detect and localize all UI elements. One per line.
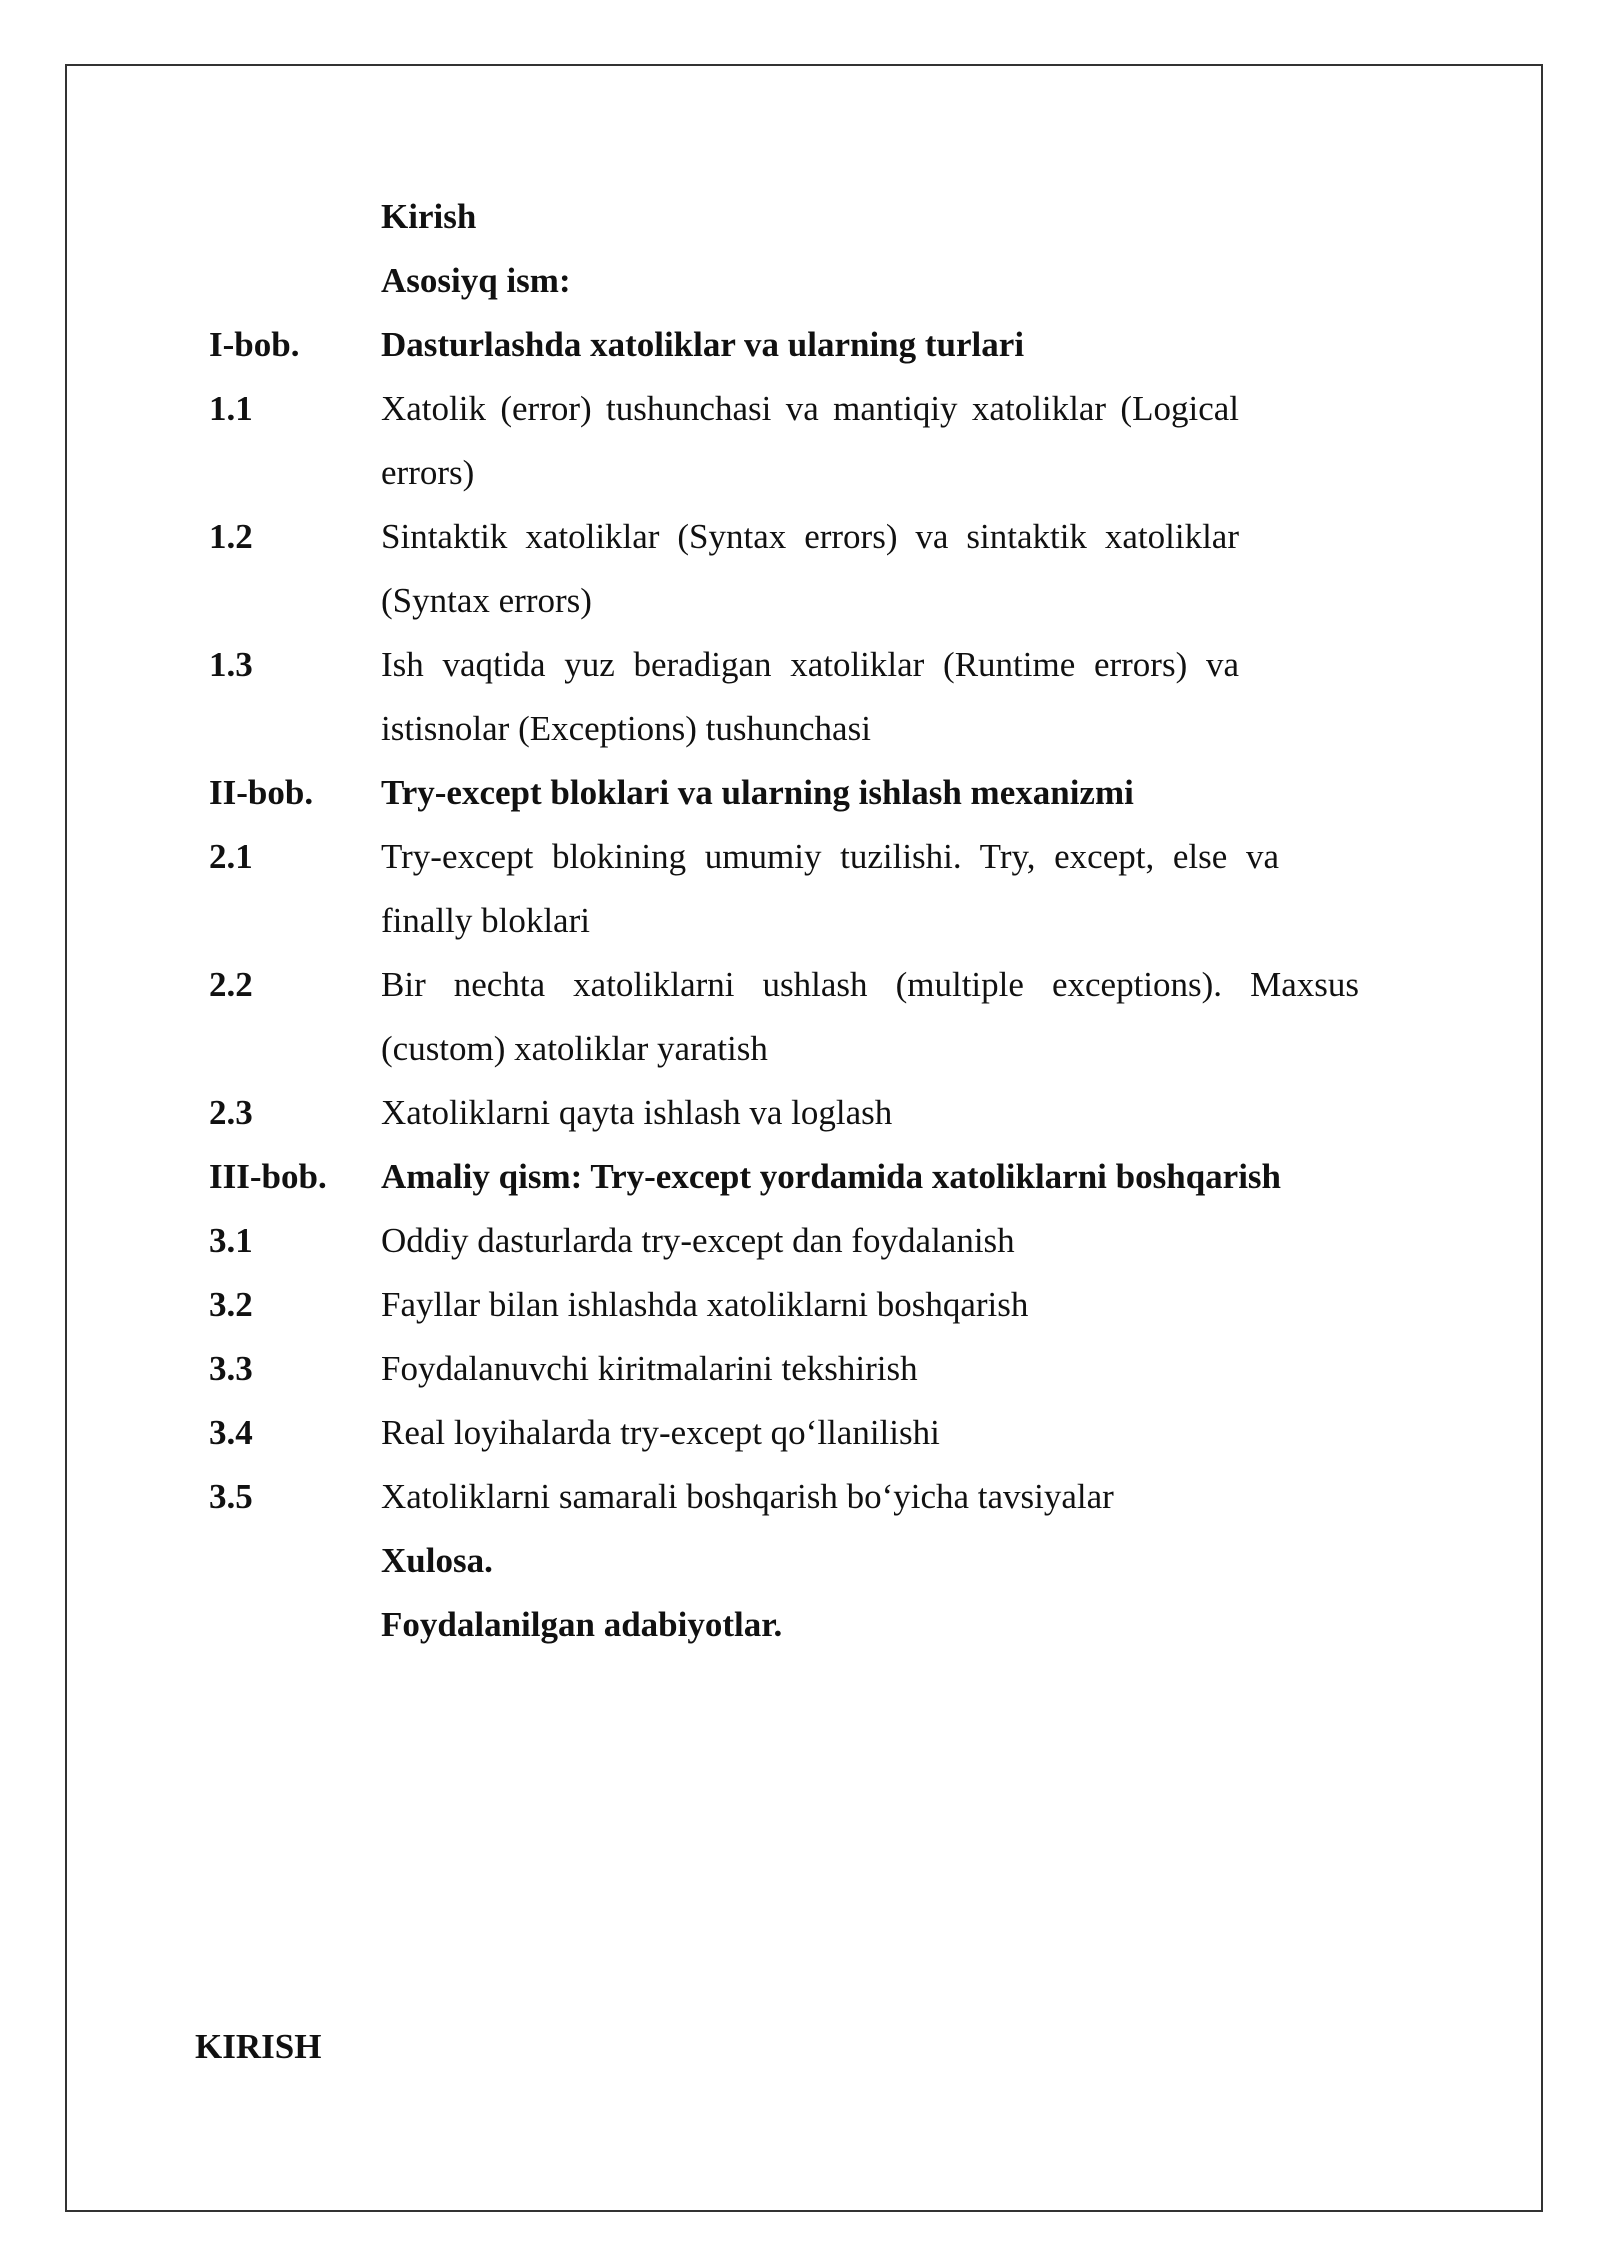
toc-row [209, 633, 1359, 761]
toc-text: Xatoliklarni samarali boshqarish bo‘yicha tavsiyalar [381, 1477, 1114, 1516]
toc-text: Real loyihalarda try-except qo‘llanilishi [381, 1413, 940, 1452]
toc-row [209, 1337, 1359, 1401]
toc-number: 3.4 [209, 1413, 253, 1452]
toc-row [209, 1081, 1359, 1145]
toc-row [209, 505, 1359, 633]
toc-text: Ish vaqtida yuz beradigan xatoliklar (Runtime errors) va istisnolar (Exceptions) tushunchasi [381, 645, 1239, 748]
toc-text: Asosiyq ism: [381, 261, 571, 300]
table-of-contents [209, 185, 1359, 1657]
toc-number: 1.3 [209, 645, 253, 684]
toc-text: Try-except bloklari va ularning ishlash mexanizmi [381, 773, 1134, 812]
toc-number: 3.1 [209, 1221, 253, 1260]
toc-text: Try-except blokining umumiy tuzilishi. Try, except, else va finally bloklari [381, 837, 1279, 940]
toc-text: Sintaktik xatoliklar (Syntax errors) va sintaktik xatoliklar (Syntax errors) [381, 517, 1239, 620]
toc-row [209, 1209, 1359, 1273]
toc-row [209, 1401, 1359, 1465]
toc-number: 3.3 [209, 1349, 253, 1388]
toc-row [209, 1529, 1359, 1593]
toc-row [209, 1145, 1359, 1209]
toc-number: I-bob. [209, 325, 300, 364]
toc-row [209, 1593, 1359, 1657]
toc-number: II-bob. [209, 773, 314, 812]
toc-text: Oddiy dasturlarda try-except dan foydalanish [381, 1221, 1015, 1260]
toc-number: 2.3 [209, 1093, 253, 1132]
toc-row [209, 377, 1359, 505]
toc-number: 2.2 [209, 965, 253, 1004]
toc-text: Kirish [381, 197, 477, 236]
toc-row [209, 313, 1359, 377]
toc-text: Xulosa. [381, 1541, 493, 1580]
toc-text: Foydalanilgan adabiyotlar. [381, 1605, 783, 1644]
toc-text: Amaliy qism: Try-except yordamida xatoliklarni boshqarish [381, 1157, 1282, 1196]
toc-number: 1.1 [209, 389, 253, 428]
toc-number: 3.5 [209, 1477, 253, 1516]
toc-number: 1.2 [209, 517, 253, 556]
toc-text: Bir nechta xatoliklarni ushlash (multiple exceptions). Maxsus (custom) xatoliklar yaratish [381, 965, 1359, 1068]
toc-text: Fayllar bilan ishlashda xatoliklarni boshqarish [381, 1285, 1029, 1324]
section-heading: KIRISH [195, 2027, 322, 2066]
toc-text: Xatoliklarni qayta ishlash va loglash [381, 1093, 893, 1132]
toc-row [209, 185, 1359, 249]
toc-text: Xatolik (error) tushunchasi va mantiqiy xatoliklar (Logical errors) [381, 389, 1239, 492]
toc-row [209, 761, 1359, 825]
toc-number: 3.2 [209, 1285, 253, 1324]
toc-number: III-bob. [209, 1157, 327, 1196]
toc-text: Dasturlashda xatoliklar va ularning turlari [381, 325, 1025, 364]
toc-row [209, 953, 1359, 1081]
toc-row [209, 825, 1359, 953]
toc-text: Foydalanuvchi kiritmalarini tekshirish [381, 1349, 918, 1388]
toc-row [209, 249, 1359, 313]
toc-row [209, 1273, 1359, 1337]
toc-row [209, 1465, 1359, 1529]
toc-number: 2.1 [209, 837, 253, 876]
